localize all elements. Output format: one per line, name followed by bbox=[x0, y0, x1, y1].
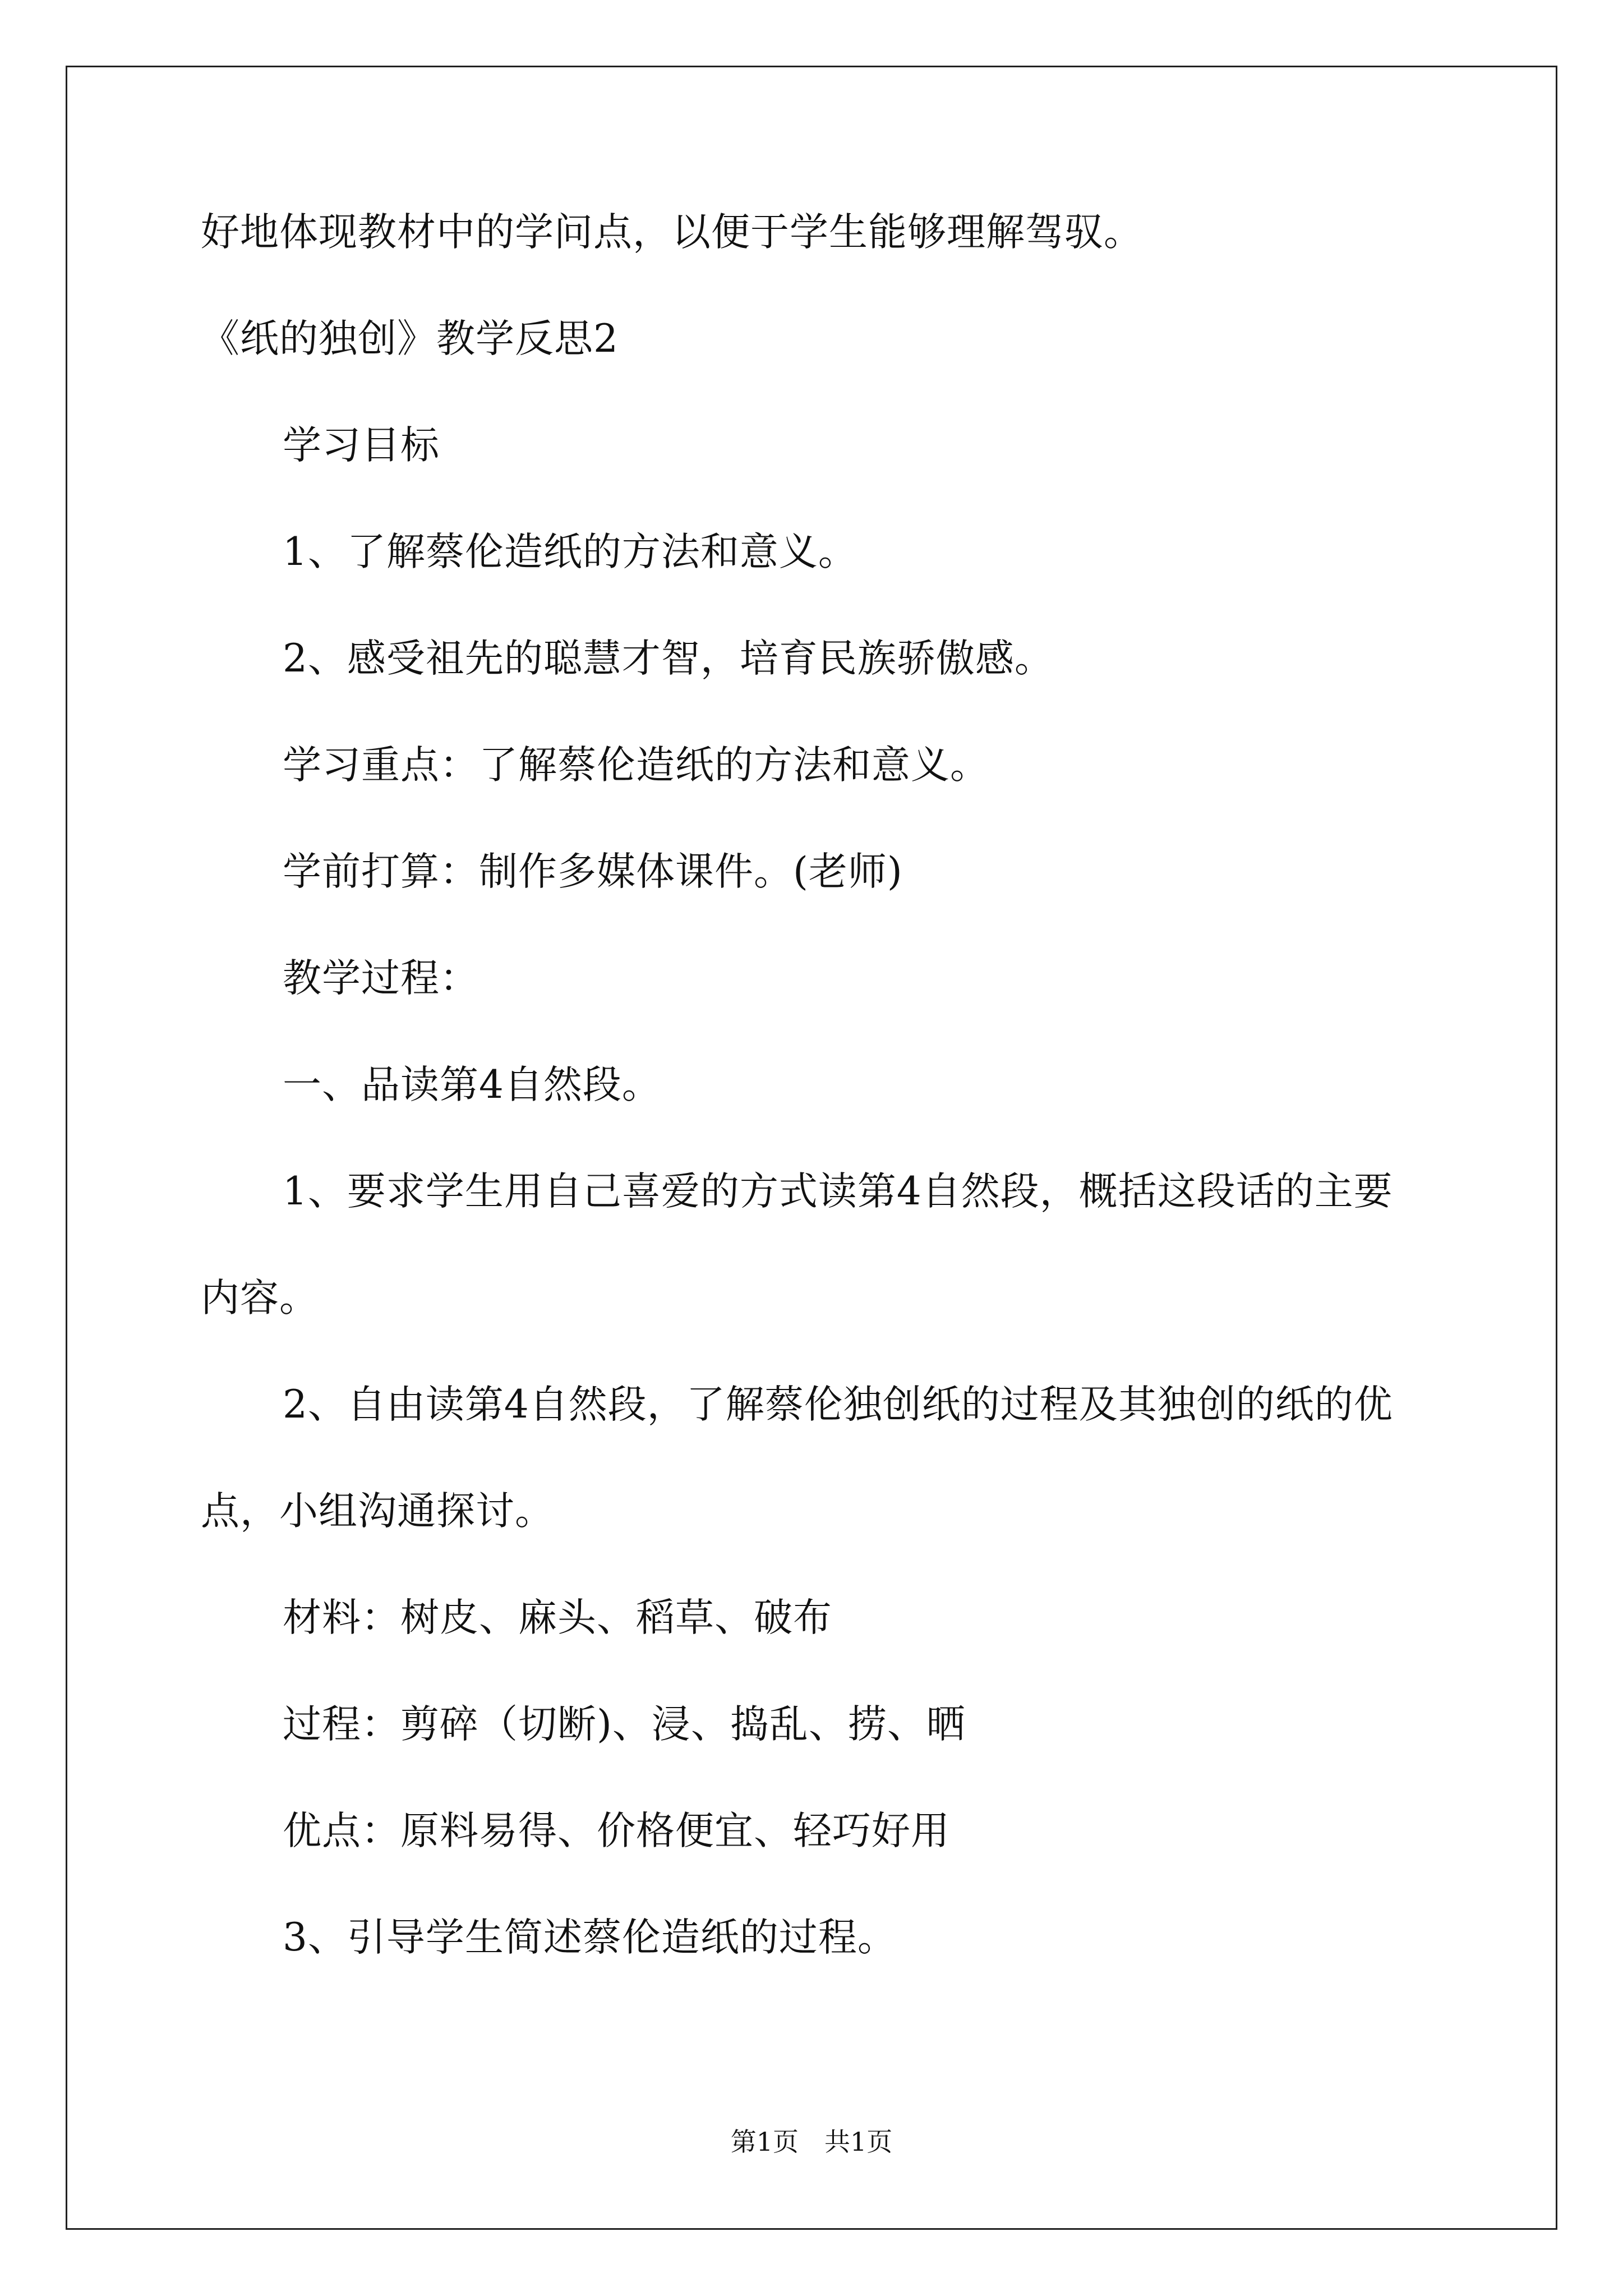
page-border bbox=[66, 66, 1557, 2230]
process-step: 一、品读第4自然段。 bbox=[283, 1062, 661, 1107]
materials-line: 材料：树皮、麻头、稻草、破布 bbox=[283, 1595, 832, 1640]
heading-learning-goals: 学习目标 bbox=[283, 423, 440, 468]
paragraph-line: 点，小组沟通探讨。 bbox=[201, 1489, 554, 1534]
paragraph-line: 2、自由读第4自然段，了解蔡伦独创纸的过程及其独创的纸的优 bbox=[283, 1382, 1393, 1427]
paragraph-line: 1、要求学生用自己喜爱的方式读第4自然段，概括这段话的主要 bbox=[283, 1169, 1393, 1214]
goal-item: 1、了解蔡伦造纸的方法和意义。 bbox=[283, 530, 857, 574]
preparation: 学前打算：制作多媒体课件。(老师) bbox=[283, 849, 903, 894]
section-title: 《纸的独创》教学反思2 bbox=[201, 316, 619, 361]
learning-focus: 学习重点：了解蔡伦造纸的方法和意义。 bbox=[283, 743, 989, 788]
page-footer: 第1页 共1页 bbox=[730, 2127, 893, 2157]
goal-item: 2、感受祖先的聪慧才智，培育民族骄傲感。 bbox=[283, 636, 1054, 681]
paragraph-line: 内容。 bbox=[201, 1276, 319, 1320]
paragraph-line: 好地体现教材中的学问点，以便于学生能够理解驾驭。 bbox=[201, 210, 1143, 255]
advantages-line: 优点：原料易得、价格便宜、轻巧好用 bbox=[283, 1809, 950, 1853]
procedure-line: 过程：剪碎（切断)、浸、捣乱、捞、晒 bbox=[283, 1702, 966, 1747]
heading-teaching-process: 教学过程： bbox=[283, 956, 479, 1001]
paragraph-line: 3、引导学生简述蔡伦造纸的过程。 bbox=[283, 1915, 897, 1960]
